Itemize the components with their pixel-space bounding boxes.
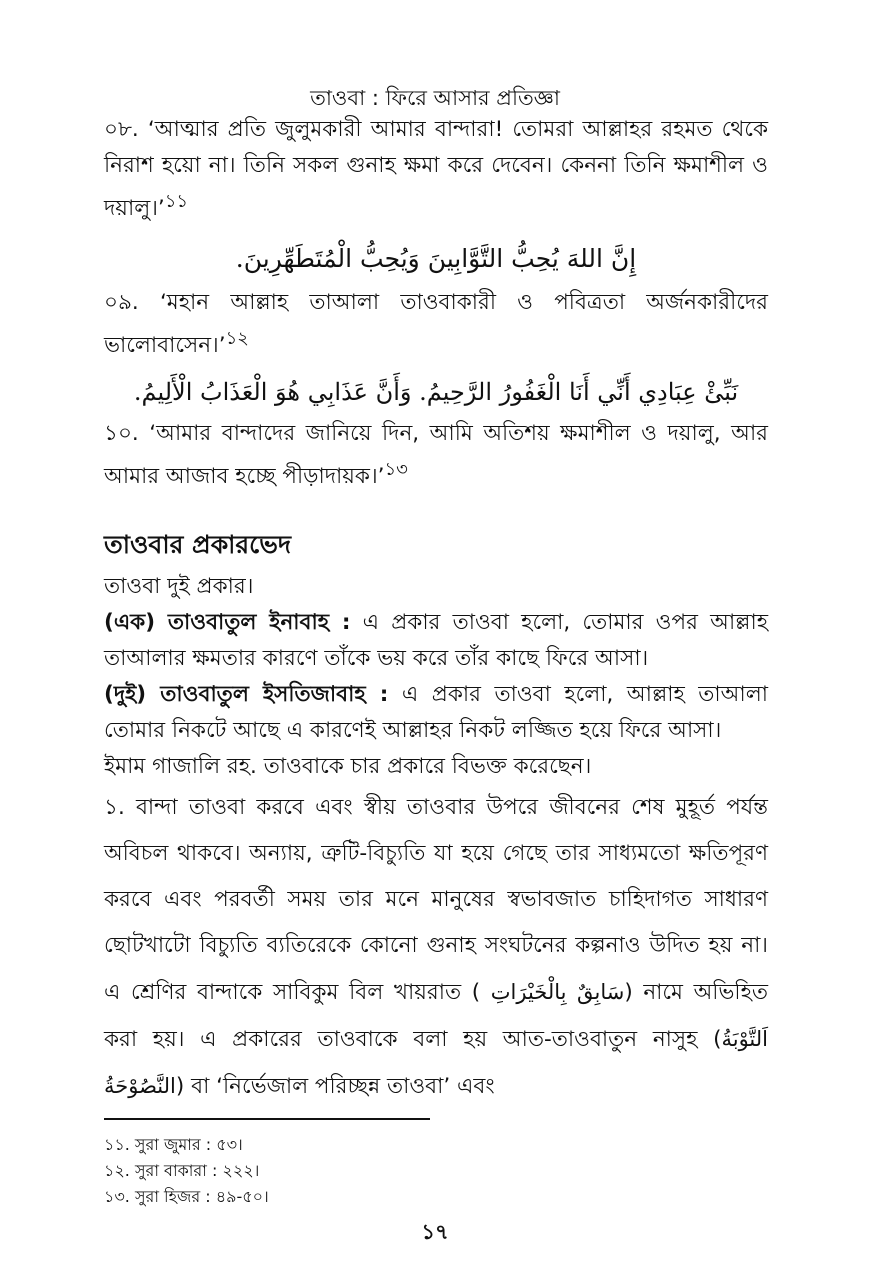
type-2-label: (দুই) তাওবাতুল ইসতিজাবাহ : xyxy=(104,682,389,708)
running-head: তাওবা : ফিরে আসার প্রতিজ্ঞা xyxy=(310,86,560,110)
footnote-divider xyxy=(104,1118,430,1120)
footnote-12: ১২. সুরা বাকারা : ২২২। xyxy=(104,1161,260,1180)
footnotes xyxy=(104,1132,768,1210)
type-1-paragraph xyxy=(104,605,768,677)
arabic-verse-1: إِنَّ اللهَ يُحِبُّ التَّوَّابِينَ وَيُحِبُّ الْمُتَطَهِّرِينَ. xyxy=(235,244,637,274)
verse-08 xyxy=(104,112,768,227)
main-content xyxy=(104,112,768,1110)
point-1-text-b: ) নামে অভিহিত করা হয়। এ প্রকারের তাওবাকে বলা হয় আত-তাওবাতুন নাসুহ ( xyxy=(104,980,768,1053)
type-2-text: এ প্রকার তাওবা হলো, আল্লাহ তাআলা তোমার নিকটে আছে এ কারণেই আল্লাহর নিকট লজ্জিত হয়ে ফিরে আসা। xyxy=(104,682,768,744)
type-1-label: (এক) তাওবাতুল ইনাবাহ : xyxy=(104,610,351,636)
verse-10-text: ১০. ‘আমার বান্দাদের জানিয়ে দিন, আমি অতিশয় ক্ষমাশীল ও দয়ালু, আর আমার আজাব হচ্ছে পীড়াদায়ক।’ xyxy=(104,421,768,490)
arabic-inline-2: اَلتَّوْبَةُ النَّصُوْحَةُ xyxy=(104,1027,768,1099)
point-1-text-a: ১. বান্দা তাওবা করবে এবং স্বীয় তাওবার উপরে জীবনের শেষ মুহূর্ত পর্যন্ত অবিচল থাকবে। অন্যায়, ত্রুটি-বিচ্যুতি যা হয়ে গেছে তার সাধ্যমতো ক্ষতিপূরণ করবে এবং পরবর্তী সময় তার মনে মানুষের স্বভাবজাত চাহিদাগত সাধারণ ছোটখাটো বিচ্যুতি ব্যতিরেকে কোনো গুনাহ সংঘটনের কল্পনাও উদিত হয় না। এ শ্রেণির বান্দাকে সাবিকুম বিল খায়রাত ( xyxy=(104,795,768,1006)
type-1-text: এ প্রকার তাওবা হলো, তোমার ওপর আল্লাহ তাআলার ক্ষমতার কারণে তাঁকে ভয় করে তাঁর কাছে ফিরে আসা। xyxy=(104,610,768,672)
verse-08-text: ০৮. ‘আত্মার প্রতি জুলুমকারী আমার বান্দারা! তোমরা আল্লাহর রহমত থেকে নিরাশ হয়ো না। তিনি সকল গুনাহ ক্ষমা করে দেবেন। কেননা তিনি ক্ষমাশীল ও দয়ালু।’ xyxy=(104,117,768,222)
type-2-paragraph xyxy=(104,677,768,749)
verse-10 xyxy=(104,416,768,495)
footnote-13: ১৩. সুরা হিজর : ৪৯-৫০। xyxy=(104,1187,269,1206)
point-1-paragraph xyxy=(104,785,768,1110)
section-intro: তাওবা দুই প্রকার। xyxy=(104,574,254,600)
verse-09-text: ০৯. ‘মহান আল্লাহ তাআলা তাওবাকারী ও পবিত্রতা অর্জনকারীদের ভালোবাসেন।’ xyxy=(104,290,768,359)
footnote-11: ১১. সুরা জুমার : ৫৩। xyxy=(104,1135,243,1154)
point-1-text-c: ) বা ‘নির্ভেজাল পরিচ্ছন্ন তাওবা’ এবং xyxy=(175,1074,495,1100)
page-number: ১৭ xyxy=(421,1220,449,1244)
footnote-ref-11[interactable]: ১১ xyxy=(164,191,188,212)
section-heading: তাওবার প্রকারভেদ xyxy=(104,530,291,560)
arabic-inline-1: سَابِقٌ بِالْخَيْرَاتِ xyxy=(490,980,625,1005)
verse-09 xyxy=(104,285,768,364)
ghazali-paragraph: ইমাম গাজালি রহ. তাওবাকে চার প্রকারে বিভক্ত করেছেন। xyxy=(104,754,592,780)
footnote-ref-13[interactable]: ১৩ xyxy=(384,459,408,481)
arabic-verse-2: نَبِّئْ عِبَادِي أَنِّي أَنَا الْغَفُورُ الرَّحِيمُ. وَأَنَّ عَذَابِي هُوَ الْعَذَابُ الْأَلِيمُ. xyxy=(133,378,739,407)
footnote-ref-12[interactable]: ১২ xyxy=(225,328,249,350)
